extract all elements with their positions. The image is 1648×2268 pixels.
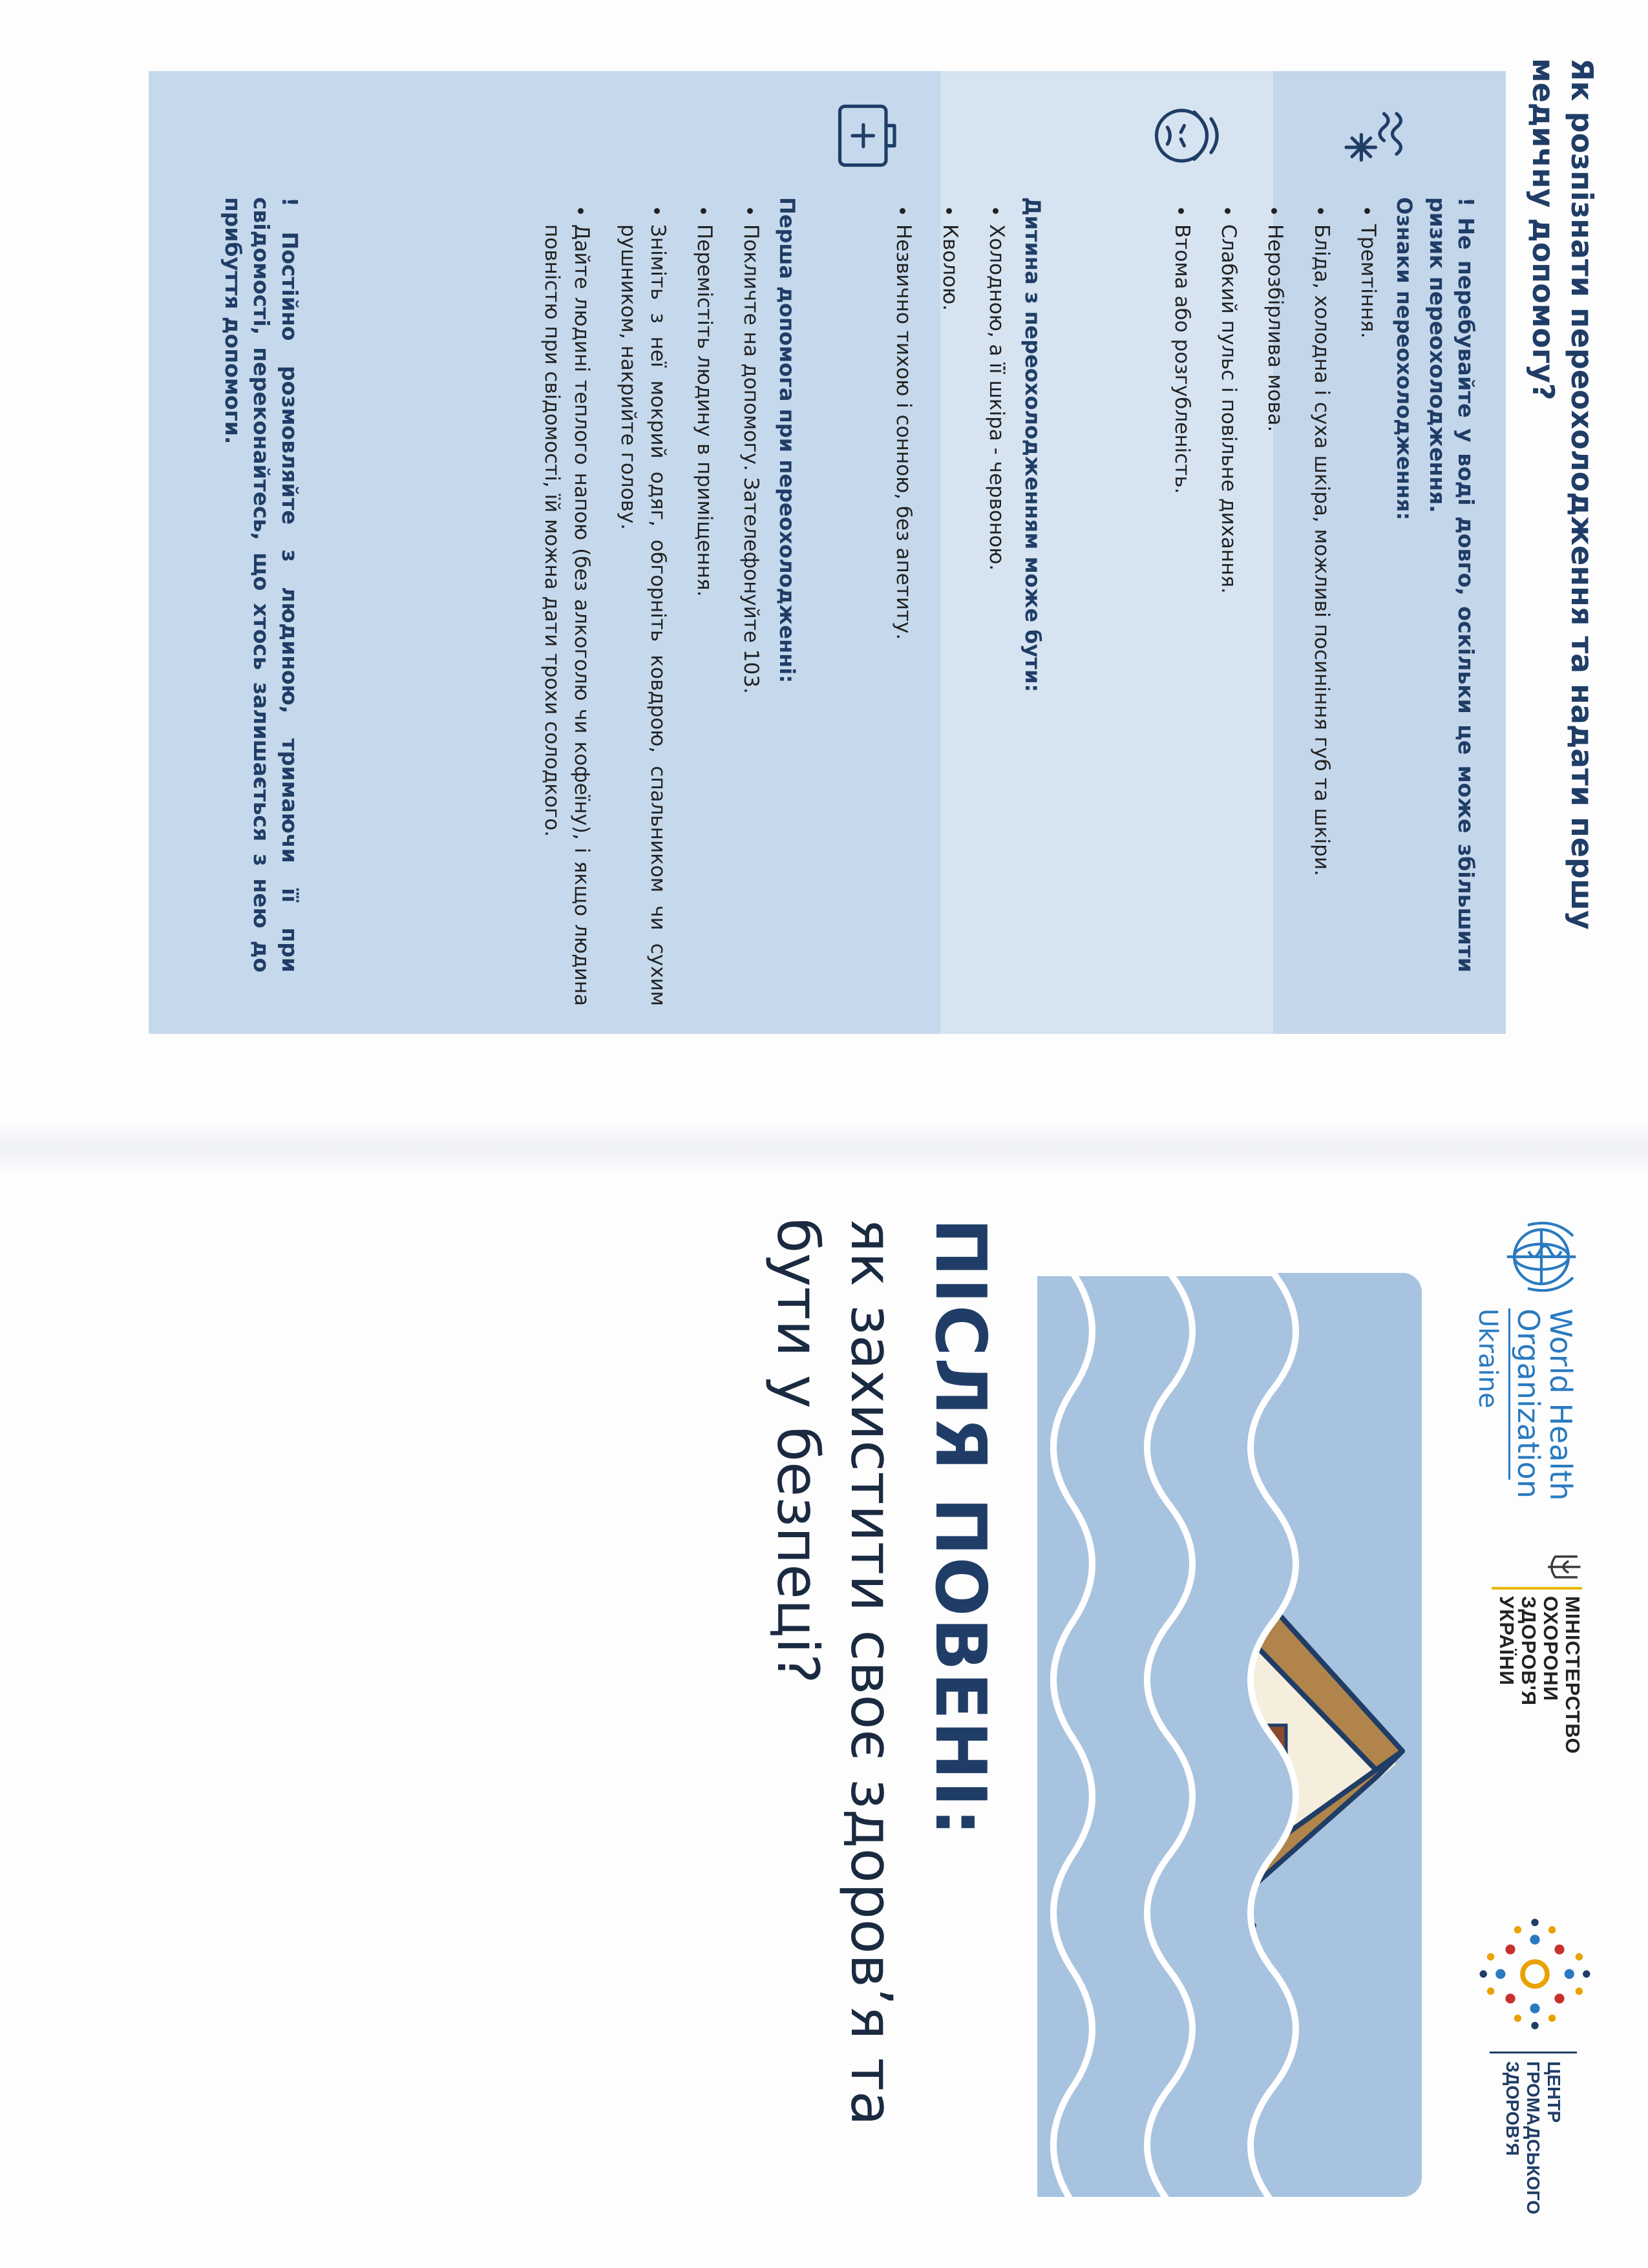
trident-icon <box>1542 1552 1583 1582</box>
snowflake-thermometer-icon <box>1338 97 1422 181</box>
center-line: ЗДОРОВ'Я <box>1503 2061 1523 2156</box>
list-item: • Слабкий пульс і повільне дихання. <box>1214 224 1243 1006</box>
child-heading: Дитина з переохолодженням може бути: <box>1020 197 1045 693</box>
flooded-house-illustration <box>1034 1273 1422 2197</box>
list-item: • Незвично тихою і сонною, без апетиту. <box>889 224 918 1006</box>
who-line2: Organization <box>1511 1308 1546 1499</box>
ministry-line: ЗДОРОВ'Я <box>1517 1596 1540 1706</box>
who-name <box>1512 1308 1577 1501</box>
ministry-line: МІНІСТЕРСТВО <box>1561 1596 1584 1754</box>
hypothermia-panel <box>0 0 1648 1121</box>
who-emblem-icon <box>1496 1212 1587 1302</box>
ministry-name <box>1495 1596 1583 1754</box>
list-item: • Нерозбірлива мова. <box>1260 224 1290 1006</box>
dots-ornament-icon <box>1474 1913 1596 2035</box>
child-face-icon <box>1144 94 1228 178</box>
cover-panel <box>0 1150 1648 2268</box>
list-item: • Перемістіть людину в приміщення. <box>690 224 719 1006</box>
info-box <box>149 71 1506 1034</box>
list-item: • Втома або розгубленість. <box>1167 224 1197 1006</box>
ministry-line: ОХОРОНИ <box>1539 1596 1562 1701</box>
list-item: • Тремтіння. <box>1353 224 1383 1006</box>
center-line: ЦЕНТР <box>1544 2061 1564 2123</box>
who-line1: World Health <box>1543 1308 1578 1501</box>
warning-water: ! Не перебувайте у воді довго, оскільки це може збільшити ризик переохолодження. <box>1425 197 1479 972</box>
first-aid-kit-icon <box>827 94 911 178</box>
list-item: • Холодною, а її шкіра - червоною. <box>982 224 1011 1006</box>
signs-list <box>1150 197 1383 1006</box>
ministry-divider <box>1492 1587 1582 1590</box>
warning-talk: ! Постійно розмовляйте з людиною, тримаючи її при свідомості, переконайтесь, що хтось залишається з нею до прибуття допомоги. <box>220 197 302 972</box>
list-item: • Зніміть з неї мокрий одяг, обгорніть ковдрою, спальником чи сухим рушником, накрийте голову. <box>613 224 673 1006</box>
list-item: • Покличте на допомогу. Зателефонуйте 103. <box>736 224 766 1006</box>
center-line: ГРОМАДСЬКОГО <box>1523 2061 1543 2214</box>
list-item: • Бліда, холодна і суха шкіра, можливі посиніння губ та шкіри. <box>1307 224 1336 1006</box>
list-item: • Кволою. <box>935 224 965 1006</box>
list-item: • Дайте людині теплого напою (без алкоголю чи кофеїну), і якщо людина повністю при свідомості, їй можна дати трохи солодкого. <box>537 224 597 1006</box>
center-name <box>1502 2061 1564 2214</box>
cover-subtitle: як захистити своє здоров’я та бути у безпеці? <box>765 1218 905 2126</box>
child-list <box>872 197 1011 1006</box>
who-divider <box>1508 1308 1510 1480</box>
first-aid-list <box>520 197 766 1006</box>
signs-heading: Ознаки переохолодження: <box>1392 197 1417 521</box>
who-country: Ukraine <box>1473 1308 1503 1409</box>
first-aid-heading: Перша допомога при переохолодженні: <box>775 197 799 684</box>
center-divider <box>1490 2052 1577 2053</box>
ministry-line: УКРАЇНИ <box>1495 1596 1518 1686</box>
cover-title: ПІСЛЯ ПОВЕНІ: <box>920 1218 1000 1838</box>
panel-title: Як розпізнати переохолодження та надати першу медичну допомогу? <box>1526 58 1600 930</box>
